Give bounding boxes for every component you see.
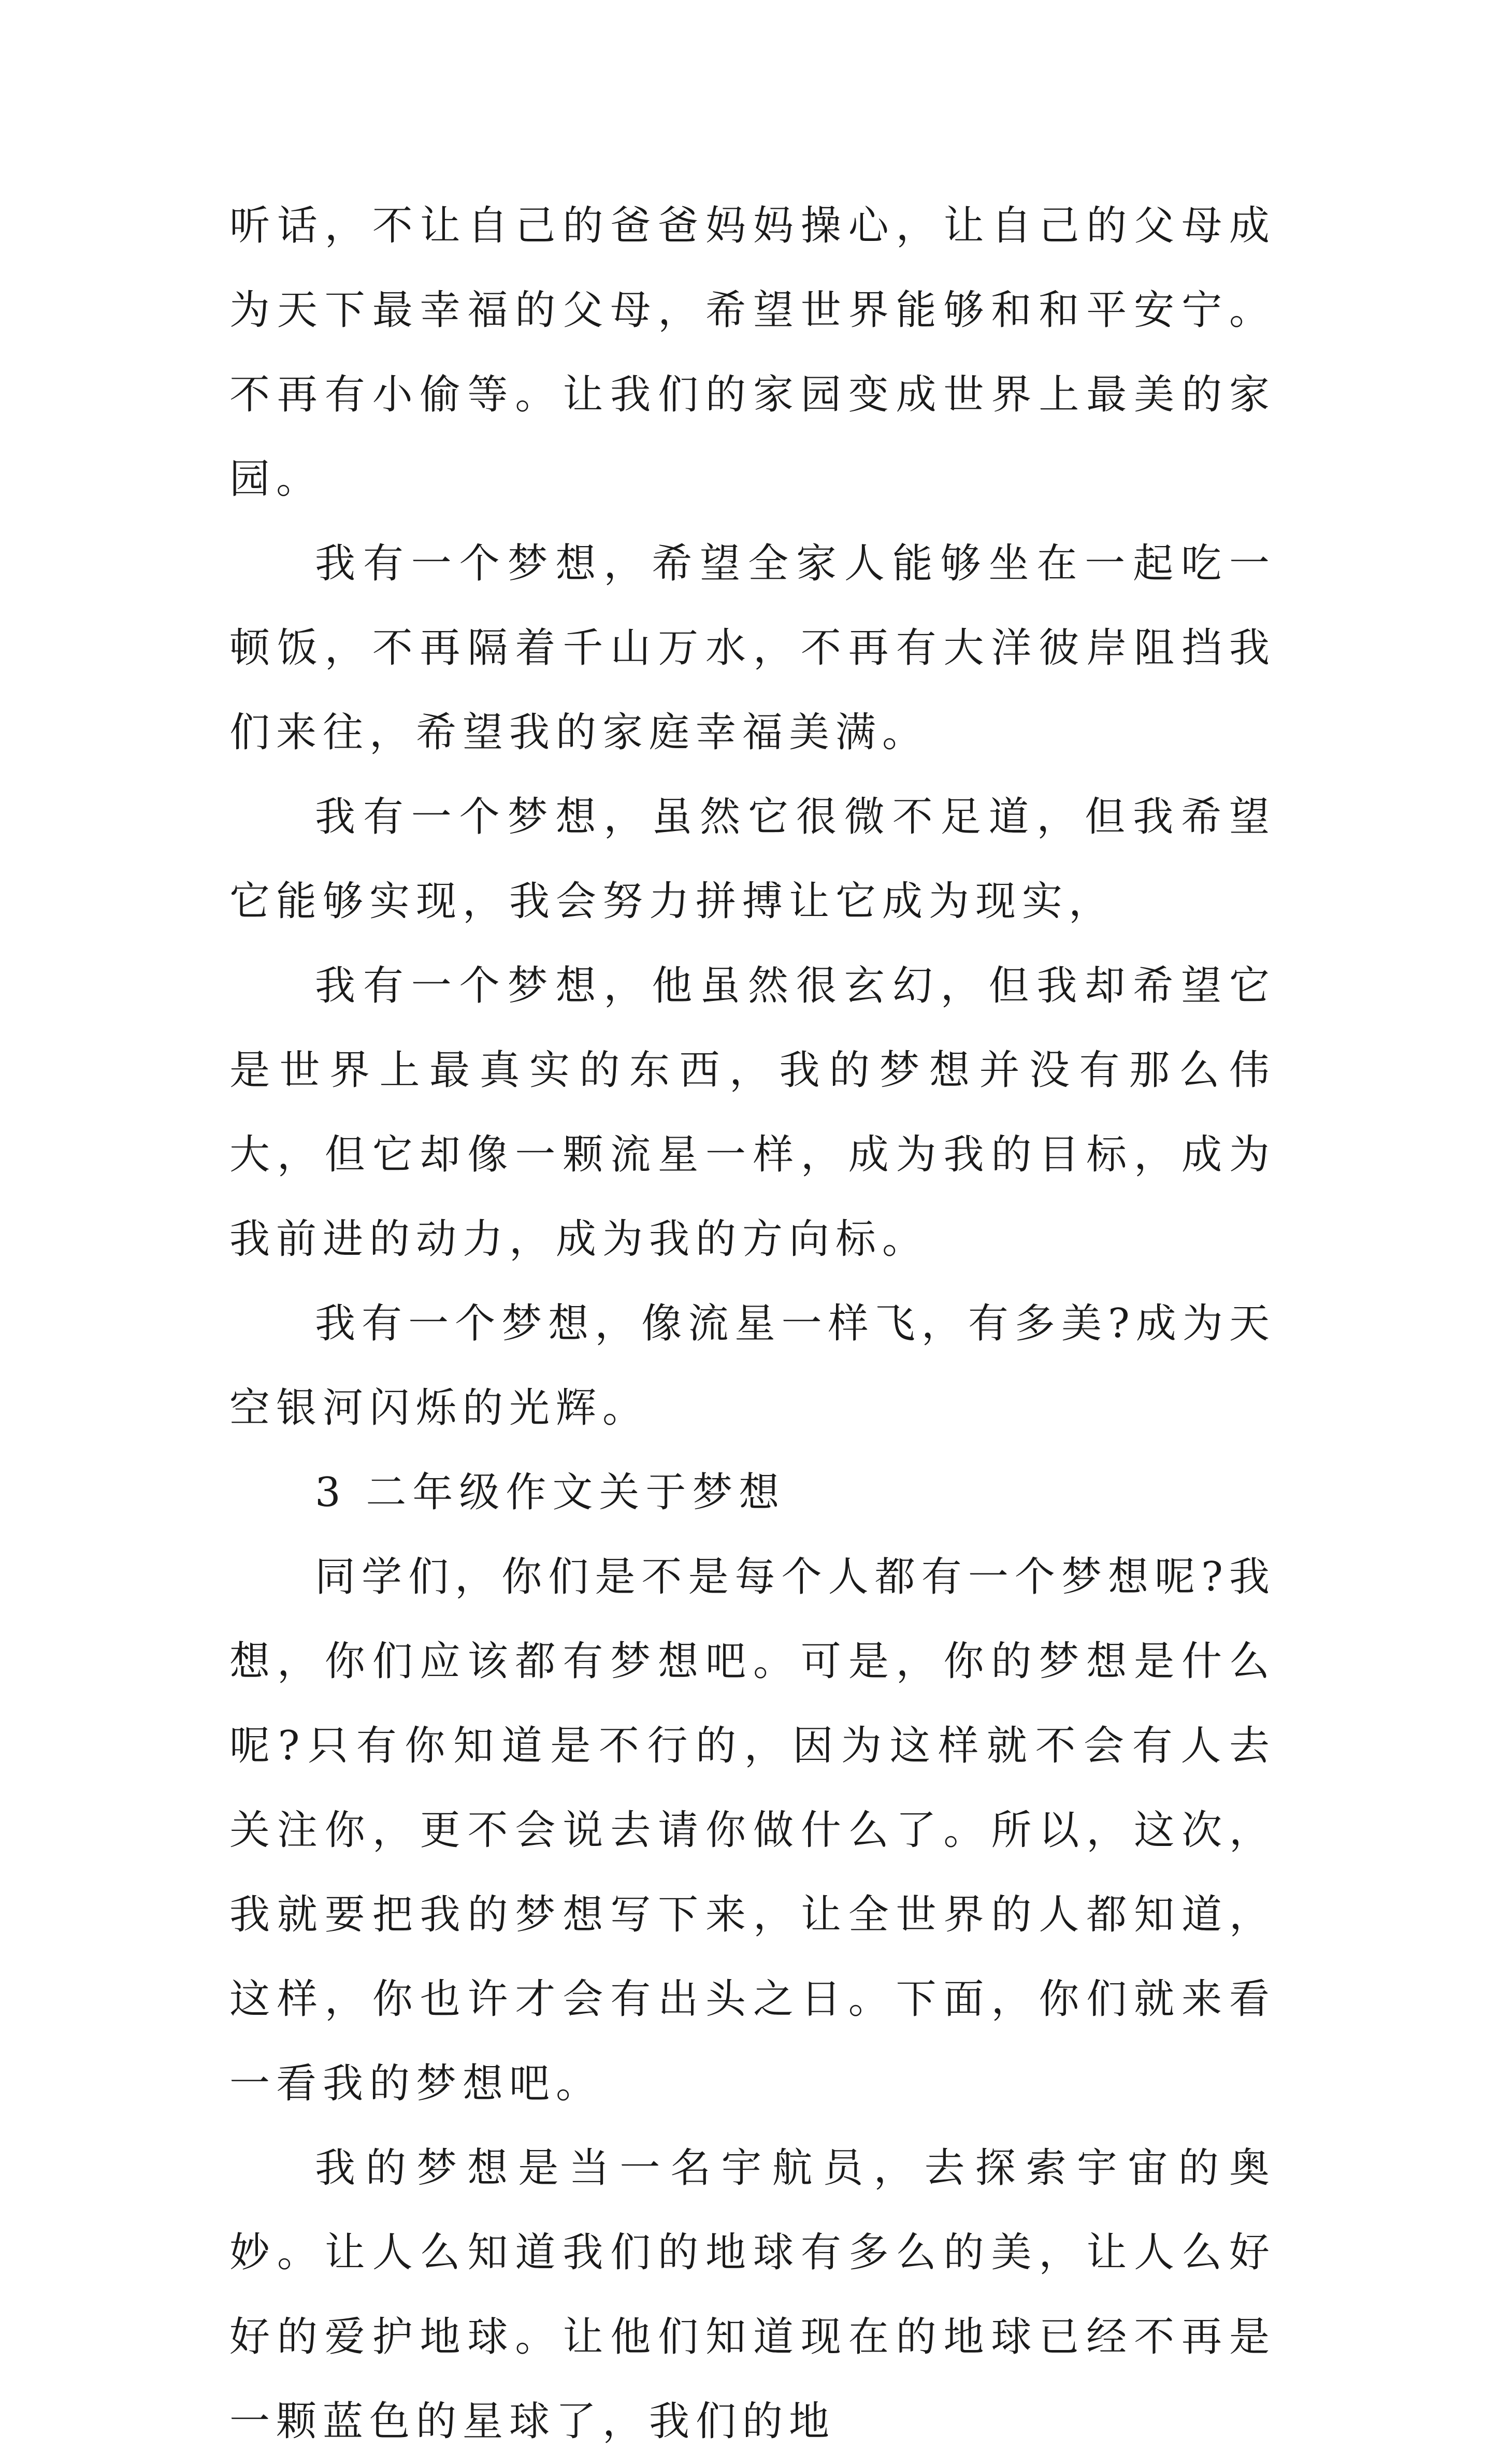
paragraph-5: 我有一个梦想，像流星一样飞，有多美?成为天空银河闪烁的光辉。 [229,1300,1276,1431]
paragraph-6: 同学们，你们是不是每个人都有一个梦想呢?我想，你们应该都有梦想吧。可是，你的梦想是什么呢?只有你知道是不行的，因为这样就不会有人去关注你，更不会说去请你做什么了。所以，这次，我就要把我的梦想写下来，让全世界的人都知道，这样，你也许才会有出头之日。下面，你们就来看一看我的梦想吧。 [229,1554,1276,2107]
essay-body [229,184,1276,2464]
section-heading: 3 二年级作文关于梦想 [315,1469,786,1516]
paragraph-7: 我的梦想是当一名宇航员，去探索宇宙的奥妙。让人么知道我们的地球有多么的美，让人么好好的爱护地球。让他们知道现在的地球已经不再是一颗蓝色的星球了，我们的地 [229,2145,1276,2445]
paragraph-4: 我有一个梦想，他虽然很玄幻，但我却希望它是世界上最真实的东西，我的梦想并没有那么伟大，但它却像一颗流星一样，成为我的目标，成为我前进的动力，成为我的方向标。 [229,963,1276,1263]
paragraph-1: 听话，不让自己的爸爸妈妈操心，让自己的父母成为天下最幸福的父母，希望世界能够和和平安宁。不再有小偷等。让我们的家园变成世界上最美的家园。 [229,203,1276,503]
paragraph-2: 我有一个梦想，希望全家人能够坐在一起吃一顿饭，不再隔着千山万水，不再有大洋彼岸阻挡我们来往，希望我的家庭幸福美满。 [229,540,1276,756]
paragraph-3: 我有一个梦想，虽然它很微不足道，但我希望它能够实现，我会努力拼搏让它成为现实， [229,794,1276,925]
